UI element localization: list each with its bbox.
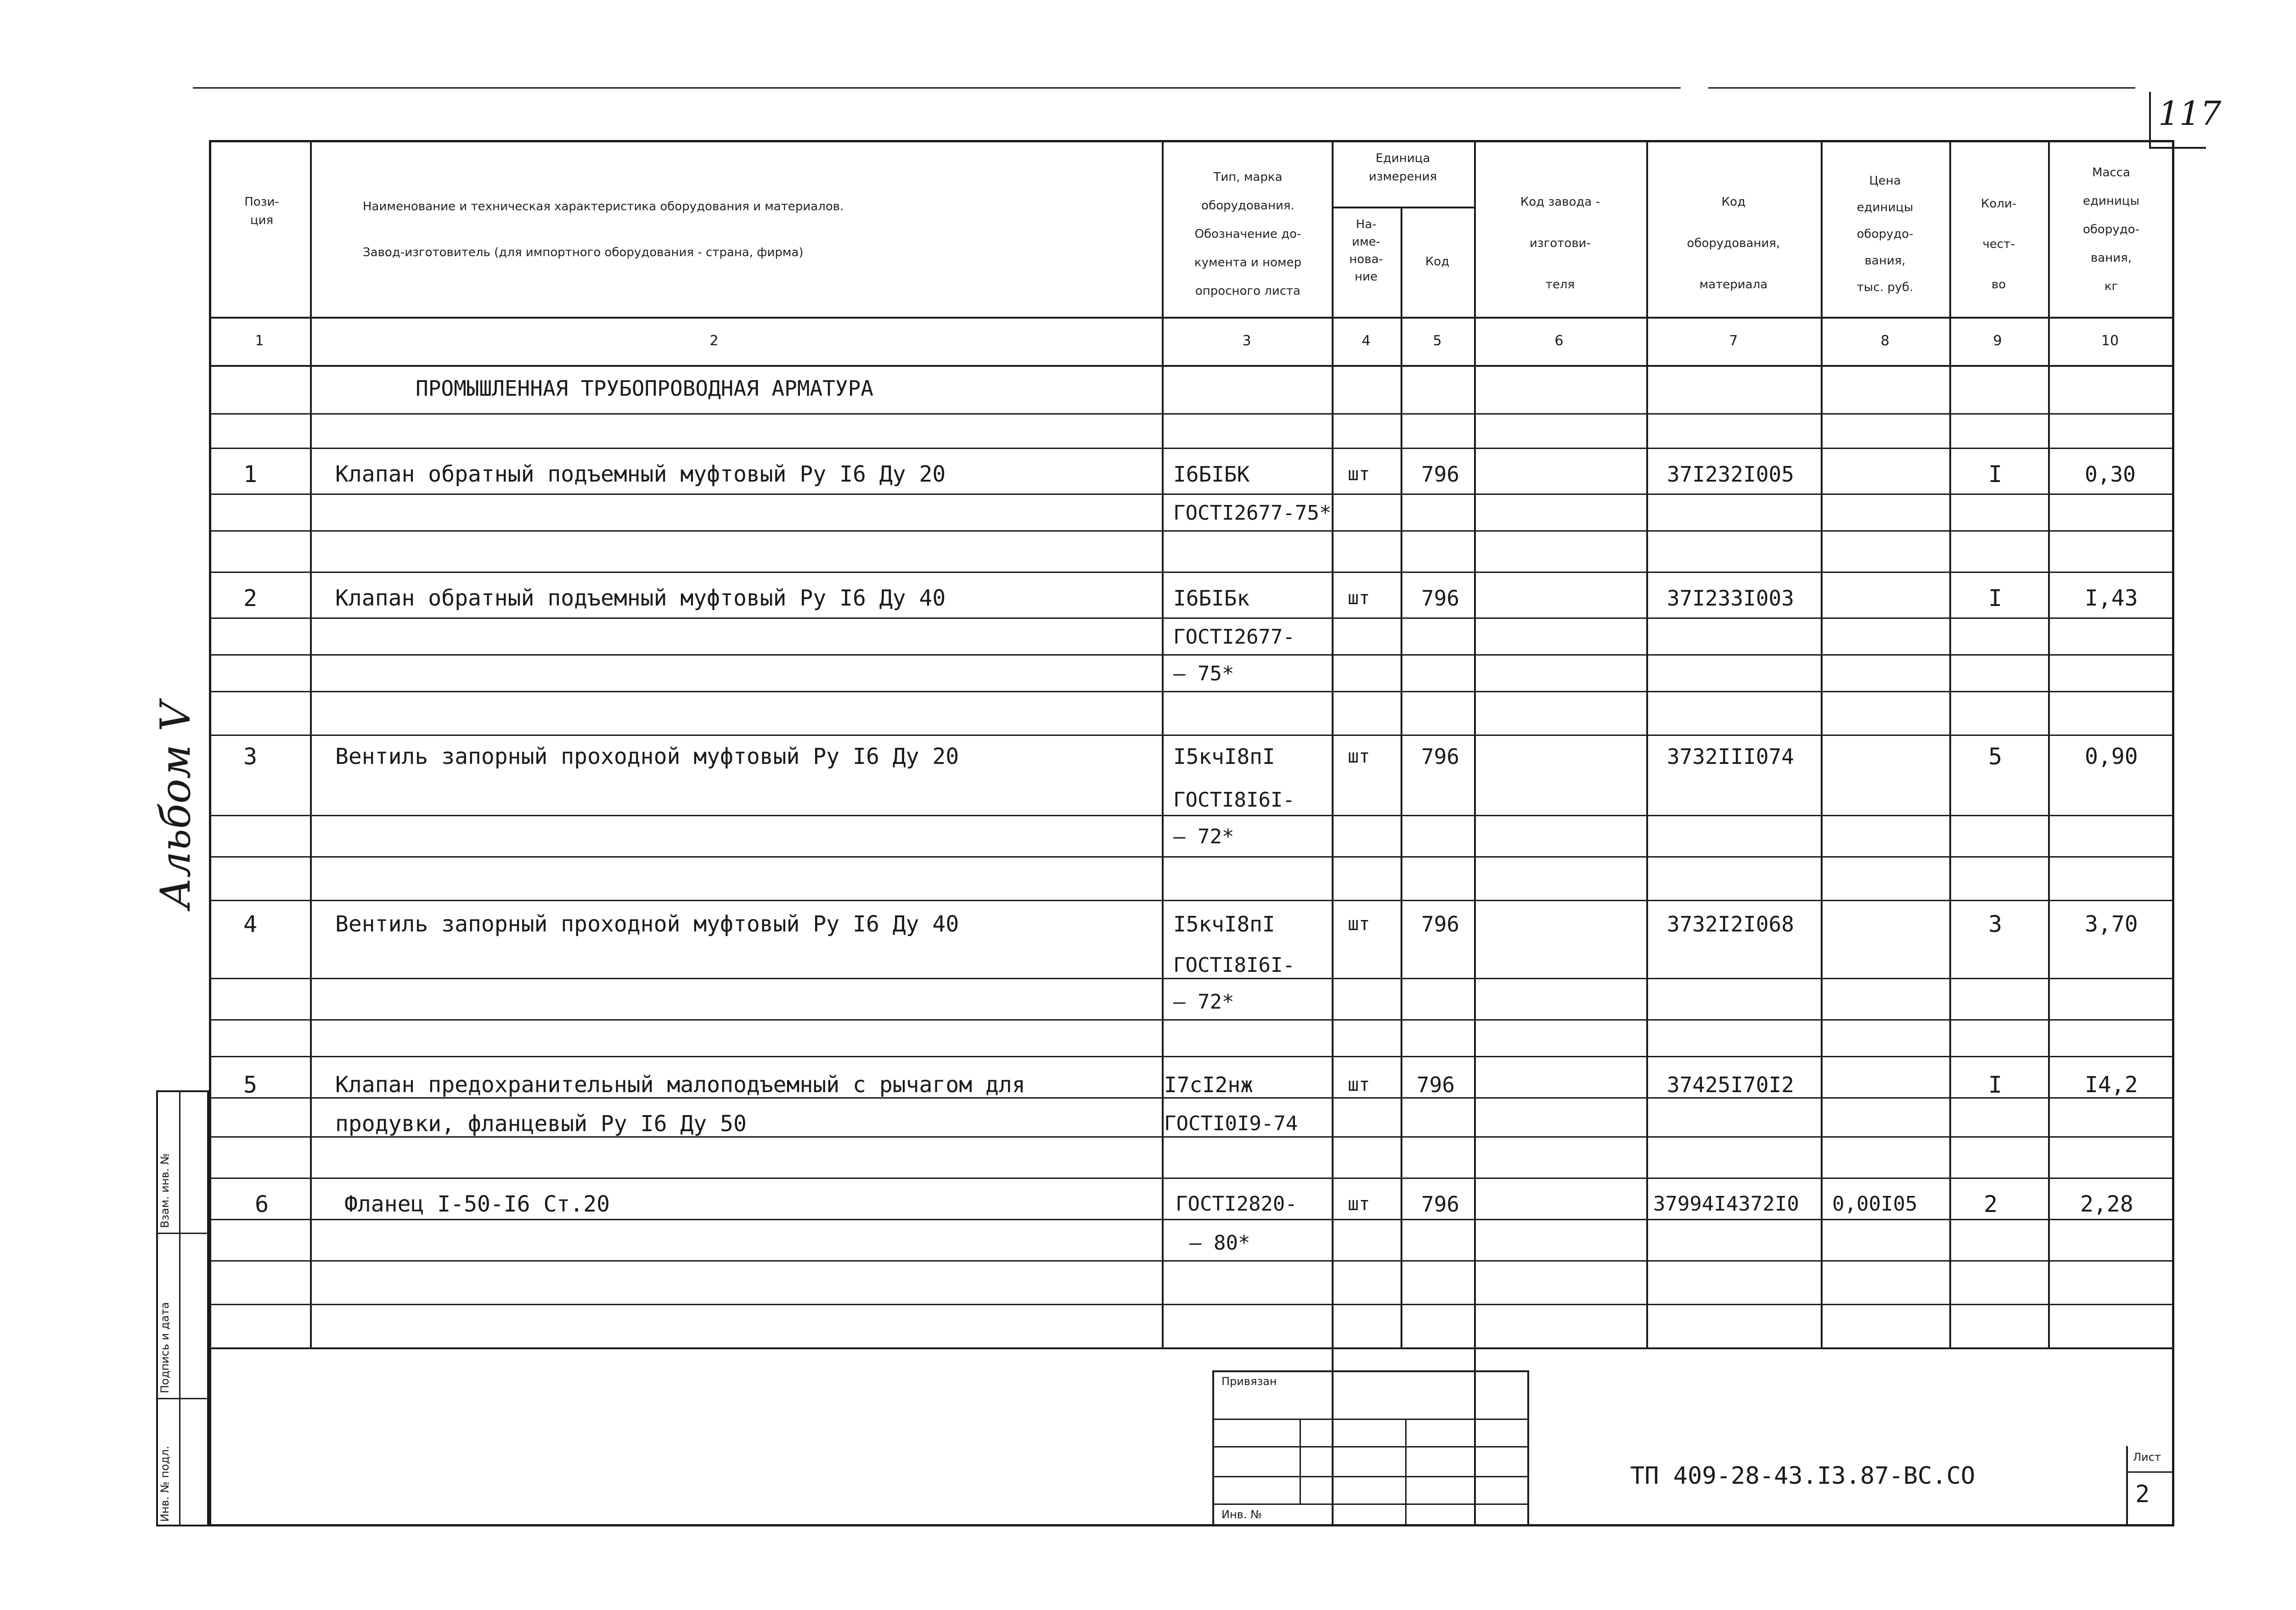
row-material-code: 3732I2I068 xyxy=(1667,912,1794,937)
row-position: 1 xyxy=(243,461,258,488)
row-name: Вентиль запорный проходной муфтовый Ру I6 Ду 20 xyxy=(335,744,959,769)
col-line xyxy=(1949,140,1951,1347)
row-position: 4 xyxy=(243,911,258,937)
row-unit: шт xyxy=(1348,464,1370,485)
row-rule xyxy=(209,1219,2174,1220)
row-material-code: 37425I70I2 xyxy=(1667,1072,1794,1097)
row-unit-code: 796 xyxy=(1421,1192,1460,1217)
row-unit-code: 796 xyxy=(1421,586,1460,611)
row-quantity: I xyxy=(1988,461,2003,488)
stamp-col xyxy=(1405,1419,1407,1526)
top-rule-right xyxy=(1708,87,2135,89)
col-number: 8 xyxy=(1880,333,1890,349)
row-rule xyxy=(209,1019,2174,1021)
header-unit-code: Код xyxy=(1425,255,1450,269)
row-mass: I,43 xyxy=(2085,585,2138,611)
row-type: I5кчI8пI xyxy=(1173,744,1275,769)
header-type: Тип, марка оборудования. Обозначение до- кумента и номер опросного листа xyxy=(1194,170,1302,298)
col-number: 9 xyxy=(1993,333,2002,349)
row-unit: шт xyxy=(1348,746,1370,767)
row-rule xyxy=(209,1056,2174,1057)
row-doc: ГОСТI8I6I- xyxy=(1173,954,1295,977)
row-mass: 2,28 xyxy=(2080,1191,2133,1217)
sheet-number: 2 xyxy=(2135,1481,2150,1508)
row-unit-code: 796 xyxy=(1421,744,1460,769)
page-number: 117 xyxy=(2158,94,2222,133)
row-name-cont: продувки, фланцевый Ру I6 Ду 50 xyxy=(335,1111,747,1137)
sheet-label: Лист xyxy=(2133,1451,2161,1464)
col-line xyxy=(1332,140,1334,1526)
row-position: 3 xyxy=(243,743,258,770)
row-doc: ГОСТI2677- xyxy=(1173,625,1295,649)
col-number: 4 xyxy=(1362,333,1371,349)
side-stamp-inv: Инв. № подл. xyxy=(158,1446,171,1522)
col-line xyxy=(1401,207,1402,1347)
row-doc-cont: – 72* xyxy=(1173,990,1234,1014)
col-number: 6 xyxy=(1554,333,1564,349)
stamp-col xyxy=(1300,1419,1301,1503)
col-number: 10 xyxy=(2101,333,2119,349)
row-rule xyxy=(209,654,2174,656)
row-unit-code: 796 xyxy=(1421,462,1460,487)
section-title: ПРОМЫШЛЕННАЯ ТРУБОПРОВОДНАЯ АРМАТУРА xyxy=(416,376,873,401)
col-number: 5 xyxy=(1433,333,1442,349)
col-number: 1 xyxy=(255,333,264,349)
side-stamp-divider xyxy=(179,1090,180,1526)
header-price: Цена единицы оборудо- вания, тыс. руб. xyxy=(1857,174,1913,294)
row-doc: ГОСТI0I9-74 xyxy=(1164,1112,1298,1135)
row-mass: 3,70 xyxy=(2085,911,2138,937)
row-unit-code: 796 xyxy=(1421,912,1460,937)
col-line xyxy=(1646,140,1648,1347)
row-type: I5кчI8пI xyxy=(1173,912,1275,937)
col-number: 3 xyxy=(1242,333,1251,349)
row-rule xyxy=(209,494,2174,495)
row-doc-cont: – 72* xyxy=(1173,825,1234,848)
row-rule xyxy=(209,900,2174,901)
row-unit: шт xyxy=(1348,1074,1370,1095)
header-name: Наименование и техническая характеристика оборудования и материалов. Завод-изготовитель (для импортного оборудования - страна, фирма) xyxy=(363,200,844,259)
row-rule xyxy=(209,413,2174,415)
col-line xyxy=(1474,140,1476,1526)
side-stamp-rule xyxy=(156,1398,209,1399)
row-quantity: 5 xyxy=(1988,743,2003,770)
row-name: Клапан обратный подъемный муфтовый Ру I6 Ду 40 xyxy=(335,585,946,611)
row-doc: ГОСТI8I6I- xyxy=(1173,788,1295,812)
row-quantity: I xyxy=(1988,1071,2003,1098)
col-line xyxy=(2048,140,2050,1347)
row-quantity: I xyxy=(1988,585,2003,611)
stamp-privyazan-box xyxy=(1212,1370,1529,1526)
row-doc-cont: – 75* xyxy=(1173,662,1234,685)
row-name: Клапан обратный подъемный муфтовый Ру I6 Ду 20 xyxy=(335,461,946,487)
row-position: 2 xyxy=(243,585,258,611)
side-stamp-replace: Взам. инв. № xyxy=(158,1153,171,1228)
row-unit: шт xyxy=(1348,588,1370,609)
unit-header-rule xyxy=(1332,207,1474,208)
document-code: ТП 409-28-43.I3.87-ВС.СО xyxy=(1630,1462,1975,1490)
row-mass: 0,30 xyxy=(2085,462,2136,487)
stamp-rule xyxy=(1212,1419,1529,1420)
header-unit-name: На- име- нова- ние xyxy=(1349,218,1383,284)
stamp-rule xyxy=(1212,1503,1529,1505)
header-mass: Масса единицы оборудо- вания, кг xyxy=(2082,166,2139,293)
row-name: Клапан предохранительный малоподъемный с рычагом для xyxy=(335,1072,1025,1098)
row-rule xyxy=(209,617,2174,619)
row-doc: ГОСТI2677-75* xyxy=(1173,501,1332,525)
header-unit: Единица измерения xyxy=(1368,151,1437,184)
sheet-rule xyxy=(2126,1471,2174,1473)
row-type: I6БIБк xyxy=(1173,586,1250,611)
row-unit: шт xyxy=(1348,914,1370,935)
col-line xyxy=(1162,140,1164,1347)
header-position: Пози- ция xyxy=(244,195,279,227)
header-bottom xyxy=(209,317,2174,319)
row-type: I7сI2нж xyxy=(1164,1072,1253,1097)
row-type: I6БIБК xyxy=(1173,462,1250,487)
col-number: 2 xyxy=(709,333,719,349)
side-stamp-rule xyxy=(156,1233,209,1234)
row-rule xyxy=(209,815,2174,816)
header-factory-code: Код завода - изготови- теля xyxy=(1520,195,1600,292)
col-number: 7 xyxy=(1729,333,1738,349)
row-rule xyxy=(209,1178,2174,1179)
row-quantity: 3 xyxy=(1988,911,2003,937)
colnum-bottom xyxy=(209,365,2174,367)
col-line xyxy=(310,140,312,1347)
row-mass: I4,2 xyxy=(2085,1072,2138,1098)
stamp-privyazan: Привязан xyxy=(1221,1375,1277,1388)
row-rule xyxy=(209,448,2174,449)
row-material-code: 37I233I003 xyxy=(1667,586,1794,611)
row-unit: шт xyxy=(1348,1194,1370,1215)
row-position: 6 xyxy=(255,1191,269,1217)
stamp-rule xyxy=(1212,1476,1529,1477)
top-rule xyxy=(193,87,1681,89)
row-material-code: 3732III074 xyxy=(1667,744,1794,769)
row-name: Фланец I-50-I6 Ст.20 xyxy=(344,1191,610,1217)
row-rule xyxy=(209,735,2174,736)
row-rule xyxy=(209,1304,2174,1305)
row-mass: 0,90 xyxy=(2085,744,2138,769)
row-quantity: 2 xyxy=(1984,1191,1998,1217)
row-position: 5 xyxy=(243,1071,258,1098)
row-type: ГОСТI2820- xyxy=(1176,1192,1297,1216)
row-rule xyxy=(209,572,2174,573)
side-stamp-signature: Подпись и дата xyxy=(158,1302,171,1393)
album-label: Альбом V xyxy=(152,701,200,909)
header-quantity: Коли- чест- во xyxy=(1981,197,2017,292)
row-rule xyxy=(209,530,2174,532)
row-unit-code: 796 xyxy=(1417,1072,1455,1097)
row-material-code: 37994I4372I0 xyxy=(1653,1192,1799,1216)
row-rule xyxy=(209,1260,2174,1262)
row-rule xyxy=(209,691,2174,692)
stamp-inv: Инв. № xyxy=(1221,1508,1262,1521)
stamp-col xyxy=(1474,1419,1475,1526)
row-material-code: 37I232I005 xyxy=(1667,462,1794,487)
row-doc: – 80* xyxy=(1189,1231,1250,1255)
col-line xyxy=(1821,140,1823,1347)
row-rule xyxy=(209,856,2174,858)
stamp-rule xyxy=(1212,1446,1529,1447)
row-name: Вентиль запорный проходной муфтовый Ру I6 Ду 40 xyxy=(335,911,959,937)
row-price: 0,00I05 xyxy=(1832,1192,1918,1216)
table-body-bottom xyxy=(209,1347,2174,1349)
header-material-code: Код оборудования, материала xyxy=(1687,195,1780,292)
